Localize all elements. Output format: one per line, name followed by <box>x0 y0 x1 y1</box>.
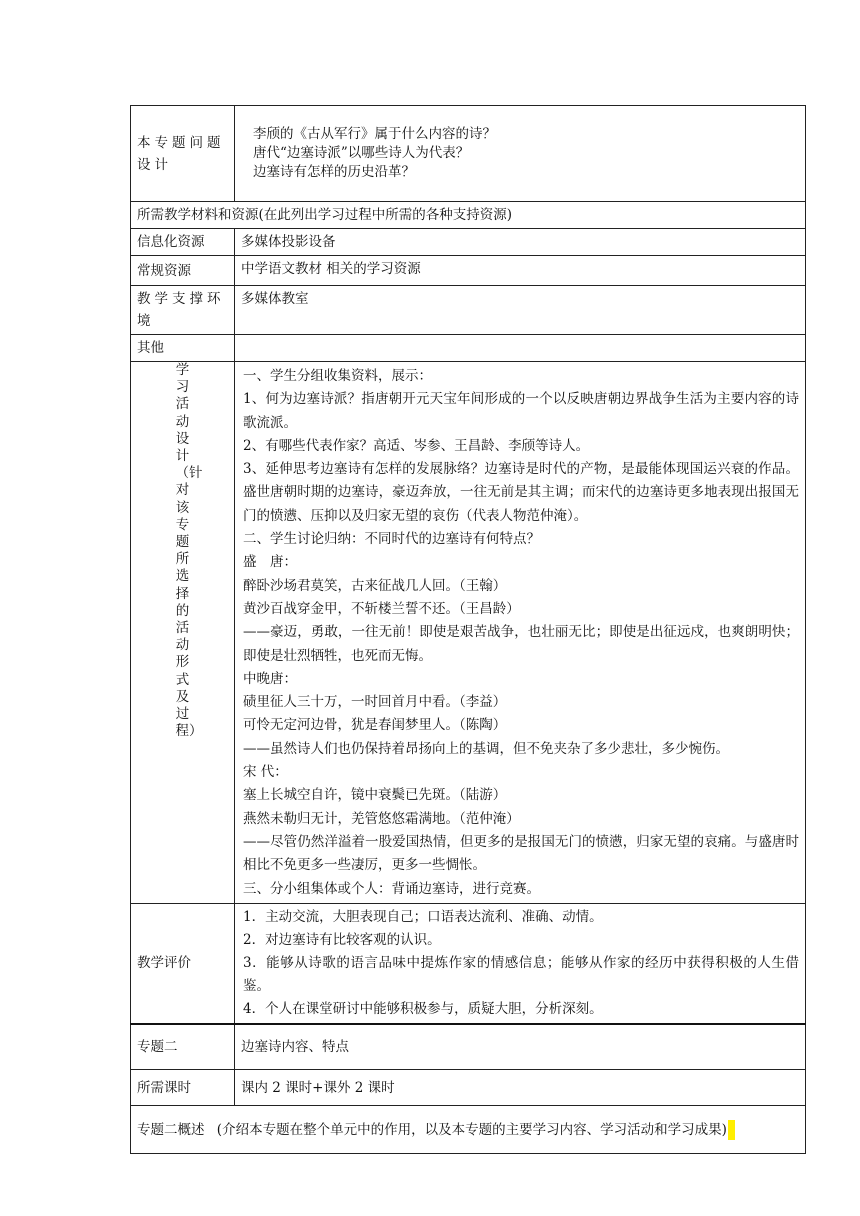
activity-line: 燕然未勒归无计，羌管悠悠霜满地。（范仲淹） <box>243 810 520 827</box>
evaluation-label: 教学评价 <box>131 903 235 1024</box>
evaluation-line: 2．对边塞诗有比较客观的认识。 <box>243 931 441 948</box>
it-resource-row <box>131 229 806 256</box>
activity-line: ——豪迈，勇敢，一往无前！即使是艰苦战争，也壮丽无比；即使是出征远戍，也爽朗明快；即使是壮烈牺牲，也死而无悔。 <box>243 624 799 664</box>
evaluation-row <box>131 903 806 1024</box>
activity-content <box>235 362 806 904</box>
lesson-plan-table <box>130 105 806 1154</box>
evaluation-content <box>235 903 806 1024</box>
regular-resource-value: 中学语文教材 相关的学习资源 <box>235 256 806 286</box>
activity-line: 醉卧沙场君莫笑，古来征战几人回。（王翰） <box>243 577 507 594</box>
evaluation-line: 4．个人在课堂研讨中能够积极参与，质疑大胆，分析深刻。 <box>243 1000 603 1017</box>
question-list <box>235 106 806 202</box>
hours-row <box>131 1070 806 1106</box>
hours-value: 课内 2 课时+课外 2 课时 <box>235 1070 806 1106</box>
hours-label: 所需课时 <box>131 1070 235 1106</box>
activity-line: 一、学生分组收集资料，展示： <box>243 368 432 384</box>
other-value <box>235 335 806 362</box>
question-item: 唐代“边塞诗派”以哪些诗人为代表？ <box>253 145 470 161</box>
question-label: 本专题问题设计 <box>131 106 235 202</box>
overview-value: (介绍本专题在整个单元中的作用，以及本专题的主要学习内容、学习活动和学习成果) <box>216 1121 727 1138</box>
topic2-row <box>131 1024 806 1070</box>
environment-row <box>131 286 806 335</box>
activity-line: 二、学生讨论归纳：不同时代的边塞诗有何特点？ <box>243 531 540 548</box>
it-resource-value: 多媒体投影设备 <box>235 229 806 256</box>
activity-line: ——尽管仍然洋溢着一股爱国热情，但更多的是报国无门的愤懑，归家无望的哀痛。与盛唐时相比不免更多一些凄厉，更多一些惆怅。 <box>243 833 799 874</box>
activity-line: 3、延伸思考边塞诗有怎样的发展脉络？边塞诗是时代的产物，是最能体现国运兴衰的作品。盛世唐朝时期的边塞诗，豪迈奔放，一往无前是其主调；而宋代的边塞诗更多地表现出报国无门的愤懑、压抑以及归家无望的哀伤（代表人物范仲淹）。 <box>243 461 799 524</box>
materials-header: 所需教学材料和资源(在此列出学习过程中所需的各种支持资源) <box>131 202 806 229</box>
topic2-value: 边塞诗内容、特点 <box>235 1024 806 1070</box>
activity-line: 1、何为边塞诗派？指唐朝开元天宝年间形成的一个以反映唐朝边界战争生活为主要内容的诗歌流派。 <box>243 391 799 431</box>
overview-cell <box>131 1106 806 1154</box>
activity-line: 黄沙百战穿金甲，不斩楼兰誓不还。（王昌龄） <box>243 600 520 617</box>
text-highlight-marker <box>728 1120 735 1140</box>
activity-line: 2、有哪些代表作家？高适、岑参、王昌龄、李颀等诗人。 <box>243 437 590 454</box>
activity-line: 盛 唐： <box>243 554 297 571</box>
activity-label-cell <box>131 362 235 904</box>
overview-label: 专题二概述 <box>137 1121 205 1138</box>
environment-value: 多媒体教室 <box>235 286 806 335</box>
evaluation-line: 3．能够从诗歌的语言品味中提炼作家的情感信息；能够从作家的经历中获得积极的人生借鉴。 <box>243 954 799 994</box>
other-label: 其他 <box>131 335 235 362</box>
activity-line: ——虽然诗人们也仍保持着昂扬向上的基调，但不免夹杂了多少悲壮，多少惋伤。 <box>243 740 729 757</box>
topic2-label: 专题二 <box>131 1024 235 1070</box>
regular-resource-row <box>131 256 806 286</box>
evaluation-line: 1．主动交流，大胆表现自己；口语表达流利、准确、动情。 <box>243 908 603 925</box>
activity-line: 塞上长城空自许，镜中衰鬓已先斑。（陆游） <box>243 787 507 804</box>
regular-resource-label: 常规资源 <box>131 256 235 286</box>
activity-row <box>131 362 806 904</box>
it-resource-label: 信息化资源 <box>131 229 235 256</box>
materials-header-row <box>131 202 806 229</box>
activity-line: 宋 代： <box>243 764 288 781</box>
overview-row <box>131 1106 806 1154</box>
environment-label: 教学支撑环境 <box>131 286 235 335</box>
activity-line: 可怜无定河边骨，犹是春闺梦里人。（陈陶） <box>243 717 507 734</box>
question-row <box>131 106 806 202</box>
question-item: 李颀的《古从军行》属于什么内容的诗？ <box>253 126 496 142</box>
activity-label: 学习活动设计（针对该专题所选择的活动形式及过程） <box>175 362 203 740</box>
other-row <box>131 335 806 362</box>
activity-line: 中晚唐： <box>243 670 297 687</box>
activity-line: 碛里征人三十万，一时回首月中看。（李益） <box>243 694 507 711</box>
activity-line: 三、分小组集体或个人：背诵边塞诗，进行竞赛。 <box>243 880 540 897</box>
question-item: 边塞诗有怎样的历史沿革？ <box>253 164 415 180</box>
